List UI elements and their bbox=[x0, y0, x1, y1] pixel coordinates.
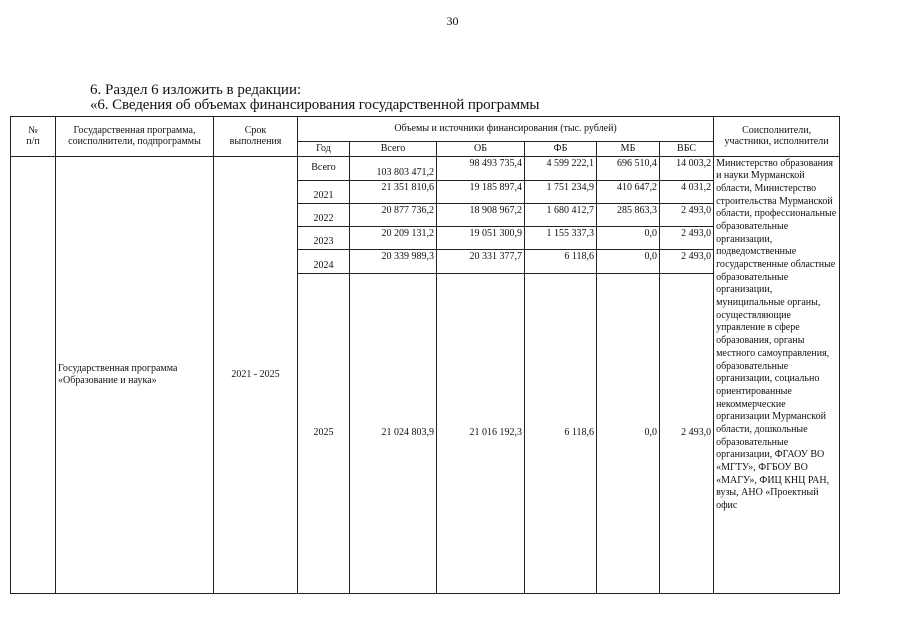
header-fb: ФБ bbox=[525, 142, 597, 157]
year-cell: Всего bbox=[298, 156, 350, 180]
ob-cell: 20 331 377,7 bbox=[437, 249, 525, 273]
section-title: «6. Сведения об объемах финансирования государственной программы bbox=[90, 97, 540, 113]
section-instruction: 6. Раздел 6 изложить в редакции: bbox=[90, 82, 302, 98]
total-cell: 20 209 131,2 bbox=[350, 226, 437, 249]
header-num: № п/п bbox=[11, 117, 56, 157]
vbs-cell: 2 493,0 bbox=[660, 249, 714, 273]
financing-table bbox=[10, 116, 840, 594]
mb-cell: 410 647,2 bbox=[597, 180, 660, 203]
header-total: Всего bbox=[350, 142, 437, 157]
ob-cell: 19 051 300,9 bbox=[437, 226, 525, 249]
fb-cell: 1 680 412,7 bbox=[525, 203, 597, 226]
vbs-cell: 2 493,0 bbox=[660, 226, 714, 249]
header-year: Год bbox=[298, 142, 350, 157]
header-partners: Соисполнители, участники, исполнители bbox=[714, 117, 840, 157]
header-ob: ОБ bbox=[437, 142, 525, 157]
partners-cell: Министерство образования и науки Мурманской области, Министерство строительства Мурманской области, профессиональные образовательные организации, подведомственные государственные областные образовательные организации, муниципальные органы, осуществляющие управление в сфере образования, органы местного самоуправления, образовательные организации, социально ориентированные некоммерческие организации Мурманской области, дошкольные образовательные организации, ФГАОУ ВО «МГТУ», ФГБОУ ВО «МАГУ», ФИЦ КНЦ РАН, вузы, АНО «Проектный офис bbox=[714, 156, 840, 593]
total-cell: 103 803 471,2 bbox=[350, 156, 437, 180]
year-cell: 2025 bbox=[298, 273, 350, 593]
ob-cell: 18 908 967,2 bbox=[437, 203, 525, 226]
header-program: Государственная программа, соисполнители, подпрограммы bbox=[56, 117, 214, 157]
mb-cell: 0,0 bbox=[597, 226, 660, 249]
vbs-cell: 14 003,2 bbox=[660, 156, 714, 180]
mb-cell: 0,0 bbox=[597, 249, 660, 273]
program-term: 2021 - 2025 bbox=[214, 156, 298, 593]
header-volumes: Объемы и источники финансирования (тыс. рублей) bbox=[298, 117, 714, 142]
year-cell: 2024 bbox=[298, 249, 350, 273]
total-cell: 20 877 736,2 bbox=[350, 203, 437, 226]
total-cell: 21 351 810,6 bbox=[350, 180, 437, 203]
fb-cell: 1 155 337,3 bbox=[525, 226, 597, 249]
year-cell: 2022 bbox=[298, 203, 350, 226]
row-number bbox=[11, 156, 56, 593]
header-vbs: ВБС bbox=[660, 142, 714, 157]
ob-cell: 21 016 192,3 bbox=[437, 273, 525, 593]
header-mb: МБ bbox=[597, 142, 660, 157]
table-row bbox=[11, 156, 840, 180]
fb-cell: 4 599 222,1 bbox=[525, 156, 597, 180]
ob-cell: 19 185 897,4 bbox=[437, 180, 525, 203]
total-cell: 21 024 803,9 bbox=[350, 273, 437, 593]
program-name: Государственная программа «Образование и наука» bbox=[56, 156, 214, 593]
vbs-cell: 2 493,0 bbox=[660, 203, 714, 226]
mb-cell: 696 510,4 bbox=[597, 156, 660, 180]
header-term: Срок выполнения bbox=[214, 117, 298, 157]
fb-cell: 6 118,6 bbox=[525, 249, 597, 273]
year-cell: 2021 bbox=[298, 180, 350, 203]
ob-cell: 98 493 735,4 bbox=[437, 156, 525, 180]
fb-cell: 6 118,6 bbox=[525, 273, 597, 593]
mb-cell: 285 863,3 bbox=[597, 203, 660, 226]
vbs-cell: 2 493,0 bbox=[660, 273, 714, 593]
year-cell: 2023 bbox=[298, 226, 350, 249]
mb-cell: 0,0 bbox=[597, 273, 660, 593]
fb-cell: 1 751 234,9 bbox=[525, 180, 597, 203]
page-number: 30 bbox=[446, 14, 459, 28]
total-cell: 20 339 989,3 bbox=[350, 249, 437, 273]
vbs-cell: 4 031,2 bbox=[660, 180, 714, 203]
